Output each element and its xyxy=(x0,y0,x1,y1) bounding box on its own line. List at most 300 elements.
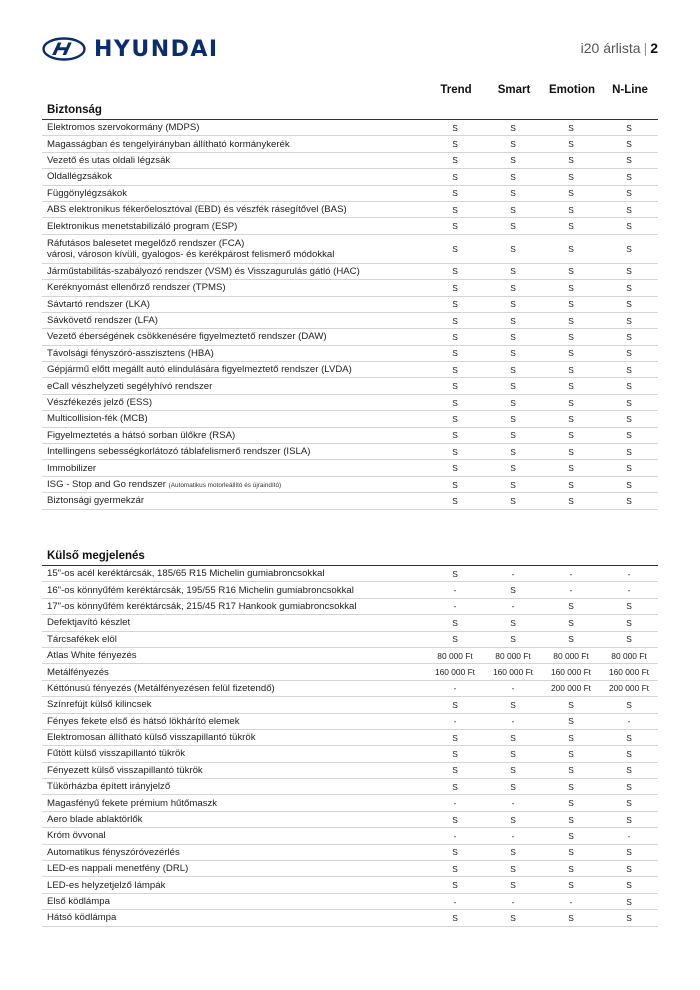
value-cell: S xyxy=(510,331,516,342)
feature-label xyxy=(42,221,426,232)
feature-label xyxy=(42,847,426,858)
value-cell: S xyxy=(626,781,632,792)
value-cell: S xyxy=(568,299,574,310)
value-cell: S xyxy=(510,221,516,232)
value-cell: S xyxy=(626,364,632,375)
feature-name: Elektromos szervokormány (MDPS) xyxy=(47,122,200,134)
feature-label xyxy=(42,479,426,491)
value-cell: S xyxy=(510,315,516,326)
table-row xyxy=(42,861,658,877)
feature-name: Első ködlámpa xyxy=(47,896,110,907)
feature-name: Függönylégzsákok xyxy=(47,187,127,199)
value-cell: S xyxy=(626,331,632,342)
value-cell: S xyxy=(510,847,516,858)
value-cell: S xyxy=(452,266,458,277)
value-cell: S xyxy=(452,732,458,743)
value-cell: S xyxy=(510,139,516,150)
value-cell: S xyxy=(626,495,632,506)
value-cell: S xyxy=(452,139,458,150)
value-cell: S xyxy=(568,617,574,628)
value-cell: S xyxy=(568,495,574,506)
feature-name: Elektromosan állítható külső visszapillantó tükrök xyxy=(47,732,256,744)
value-cell: S xyxy=(510,204,516,215)
value-cell: - xyxy=(511,683,515,694)
feature-label xyxy=(42,765,426,776)
feature-name: Vezető és utas oldali légzsák xyxy=(47,154,171,166)
value-cell: - xyxy=(511,830,515,841)
table-row xyxy=(42,202,658,218)
table-row xyxy=(42,280,658,296)
page-reference: i20 árlista | 2 xyxy=(580,40,658,56)
feature-label xyxy=(42,430,426,441)
exterior-feature-table xyxy=(42,566,658,927)
value-cell: S xyxy=(452,781,458,792)
value-cell: S xyxy=(626,617,632,628)
feature-label xyxy=(42,188,426,199)
value-cell: 160 000 Ft xyxy=(608,667,650,678)
table-row xyxy=(42,153,658,169)
value-cell: S xyxy=(452,171,458,182)
value-cell: - xyxy=(453,830,457,841)
feature-name: ISG - Stop and Go rendszer xyxy=(47,478,166,490)
feature-label xyxy=(42,282,426,293)
feature-label xyxy=(42,238,426,260)
value-cell: S xyxy=(510,699,516,710)
feature-name: Magasságban és tengelyirányban állítható kormánykerék xyxy=(47,138,290,150)
value-cell: S xyxy=(626,188,632,199)
value-cell: S xyxy=(510,748,516,759)
feature-name: Sávkövető rendszer (LFA) xyxy=(47,315,158,327)
value-cell: S xyxy=(510,446,516,457)
feature-name: Kéttónusú fényezés (Metálfényezésen felül fizetendő) xyxy=(47,682,275,694)
feature-label xyxy=(42,139,426,150)
value-cell: S xyxy=(510,495,516,506)
value-cell: S xyxy=(452,748,458,759)
value-cell: S xyxy=(510,122,516,133)
feature-name: eCall vészhelyzeti segélyhívó rendszer xyxy=(47,380,213,392)
value-cell: - xyxy=(627,568,631,579)
value-cell: S xyxy=(568,171,574,182)
value-cell: S xyxy=(626,912,632,923)
value-cell: S xyxy=(626,413,632,424)
value-cell: S xyxy=(626,863,632,874)
feature-label xyxy=(42,266,426,277)
value-cell: S xyxy=(626,266,632,277)
value-cell: S xyxy=(568,331,574,342)
value-cell: S xyxy=(568,732,574,743)
feature-label xyxy=(42,299,426,310)
value-cell: S xyxy=(452,617,458,628)
value-cell: S xyxy=(568,139,574,150)
value-cell: S xyxy=(568,221,574,232)
table-row xyxy=(42,812,658,828)
value-cell: S xyxy=(510,397,516,408)
table-row xyxy=(42,664,658,680)
table-row xyxy=(42,169,658,185)
value-cell: S xyxy=(568,364,574,375)
feature-name: ABS elektronikus fékerőelosztóval (EBD) és vészfék rásegítővel (BAS) xyxy=(47,204,347,216)
value-cell: - xyxy=(453,585,457,596)
feature-name: Defektjavító készlet xyxy=(47,617,131,629)
value-cell: S xyxy=(568,348,574,359)
value-cell: S xyxy=(568,282,574,293)
feature-name: Króm övvonal xyxy=(47,830,106,842)
value-cell: S xyxy=(568,748,574,759)
feature-label xyxy=(42,397,426,408)
column-header-nline: N-Line xyxy=(612,84,648,96)
table-row xyxy=(42,779,658,795)
value-cell: S xyxy=(626,601,632,612)
table-row xyxy=(42,378,658,394)
value-cell: 160 000 Ft xyxy=(550,667,592,678)
table-row xyxy=(42,235,658,264)
feature-label xyxy=(42,732,426,743)
table-row xyxy=(42,297,658,313)
feature-name: Gépjármű előtt megállt autó elindulására figyelmeztető rendszer (LVDA) xyxy=(47,364,352,376)
table-row xyxy=(42,714,658,730)
value-cell: S xyxy=(510,381,516,392)
feature-name: Fényezett külső visszapillantó tükrök xyxy=(47,764,203,776)
value-cell: S xyxy=(626,282,632,293)
feature-label xyxy=(42,634,426,645)
value-cell: S xyxy=(626,171,632,182)
feature-name: Elektronikus menetstabilizáló program (ESP) xyxy=(47,220,238,232)
value-cell: - xyxy=(511,716,515,727)
value-cell: S xyxy=(452,122,458,133)
table-row xyxy=(42,186,658,202)
table-row xyxy=(42,730,658,746)
value-cell: S xyxy=(452,221,458,232)
feature-name: Távolsági fényszóró-asszisztens (HBA) xyxy=(47,347,214,359)
hyundai-logo xyxy=(42,33,219,65)
value-cell: S xyxy=(510,243,516,254)
table-row xyxy=(42,615,658,631)
value-cell: S xyxy=(452,282,458,293)
value-cell: - xyxy=(511,896,515,907)
value-cell: S xyxy=(452,364,458,375)
table-row xyxy=(42,828,658,844)
feature-name: Fényes fekete első és hátsó lökhárító elemek xyxy=(47,715,240,727)
value-cell: S xyxy=(626,155,632,166)
section-title-exterior: Külső megjelenés xyxy=(47,550,145,562)
value-cell: - xyxy=(627,716,631,727)
value-cell: S xyxy=(568,479,574,490)
value-cell: S xyxy=(510,463,516,474)
value-cell: S xyxy=(626,348,632,359)
feature-label xyxy=(42,912,426,923)
table-row xyxy=(42,910,658,926)
table-row xyxy=(42,477,658,493)
value-cell: S xyxy=(452,397,458,408)
value-cell: S xyxy=(452,155,458,166)
feature-label xyxy=(42,585,426,596)
value-cell: S xyxy=(626,446,632,457)
value-cell: S xyxy=(510,479,516,490)
value-cell: S xyxy=(568,814,574,825)
value-cell: S xyxy=(510,781,516,792)
table-row xyxy=(42,746,658,762)
value-cell: S xyxy=(568,430,574,441)
value-cell: S xyxy=(626,315,632,326)
value-cell: S xyxy=(568,397,574,408)
feature-name: Figyelmeztetés a hátsó sorban ülőkre (RSA) xyxy=(47,429,236,441)
feature-name: Színrefújt külső kilincsek xyxy=(47,699,152,711)
safety-feature-table xyxy=(42,120,658,510)
feature-label xyxy=(42,348,426,359)
feature-label xyxy=(42,667,426,678)
value-cell: - xyxy=(453,896,457,907)
value-cell: S xyxy=(626,381,632,392)
value-cell: 80 000 Ft xyxy=(437,650,473,661)
feature-label xyxy=(42,683,426,694)
value-cell: 80 000 Ft xyxy=(495,650,531,661)
table-row xyxy=(42,795,658,811)
value-cell: S xyxy=(452,847,458,858)
table-row xyxy=(42,681,658,697)
feature-label xyxy=(42,814,426,825)
feature-label xyxy=(42,413,426,424)
value-cell: 200 000 Ft xyxy=(608,683,650,694)
feature-name: Ráfutásos balesetet megelőző rendszer (FCA) xyxy=(47,237,245,249)
value-cell: S xyxy=(626,430,632,441)
value-cell: S xyxy=(510,880,516,891)
feature-label xyxy=(42,699,426,710)
value-cell: - xyxy=(453,683,457,694)
value-cell: S xyxy=(452,188,458,199)
feature-name: Multicollision-fék (MCB) xyxy=(47,413,148,425)
value-cell: S xyxy=(452,430,458,441)
table-row xyxy=(42,329,658,345)
value-cell: S xyxy=(510,266,516,277)
table-row xyxy=(42,697,658,713)
value-cell: S xyxy=(568,381,574,392)
value-cell: S xyxy=(568,204,574,215)
column-header-smart: Smart xyxy=(497,84,531,96)
feature-name: 15"-os acél keréktárcsák, 185/65 R15 Michelin gumiabroncsokkal xyxy=(47,568,325,580)
value-cell: S xyxy=(452,331,458,342)
feature-name: Magasfényű fekete prémium hűtőmaszk xyxy=(47,797,218,809)
value-cell: S xyxy=(452,863,458,874)
value-cell: S xyxy=(568,463,574,474)
table-row xyxy=(42,411,658,427)
feature-note: (Automatikus motorleállító és újraindító) xyxy=(168,481,282,489)
table-row xyxy=(42,566,658,582)
value-cell: - xyxy=(569,568,573,579)
hyundai-emblem-icon xyxy=(42,37,86,61)
value-cell: S xyxy=(568,798,574,809)
value-cell: S xyxy=(452,699,458,710)
feature-label xyxy=(42,331,426,342)
table-row xyxy=(42,362,658,378)
feature-label xyxy=(42,716,426,727)
value-cell: S xyxy=(452,634,458,645)
table-row xyxy=(42,582,658,598)
table-row xyxy=(42,218,658,234)
feature-name: Járműstabilitás-szabályozó rendszer (VSM) és Visszagurulás gátló (HAC) xyxy=(47,265,360,277)
brand-wordmark: HYUNDAI xyxy=(94,36,219,62)
table-row xyxy=(42,460,658,476)
feature-name: Vezető éberségének csökkenésére figyelmeztető rendszer (DAW) xyxy=(47,331,327,343)
value-cell: S xyxy=(568,716,574,727)
value-cell: S xyxy=(626,896,632,907)
page-number: 2 xyxy=(650,40,658,56)
value-cell: S xyxy=(510,912,516,923)
value-cell: S xyxy=(568,155,574,166)
value-cell: S xyxy=(510,188,516,199)
value-cell: S xyxy=(510,814,516,825)
feature-label xyxy=(42,880,426,891)
value-cell: 80 000 Ft xyxy=(553,650,589,661)
feature-name: Biztonsági gyermekzár xyxy=(47,495,145,507)
table-row xyxy=(42,632,658,648)
feature-name: Fűtött külső visszapillantó tükrök xyxy=(47,748,186,760)
value-cell: S xyxy=(510,634,516,645)
feature-label xyxy=(42,601,426,612)
value-cell: - xyxy=(453,798,457,809)
value-cell: S xyxy=(568,847,574,858)
feature-label xyxy=(42,781,426,792)
value-cell: S xyxy=(626,880,632,891)
table-row xyxy=(42,763,658,779)
value-cell: S xyxy=(452,299,458,310)
value-cell: S xyxy=(452,495,458,506)
value-cell: S xyxy=(568,634,574,645)
table-row xyxy=(42,395,658,411)
feature-name: Intellingens sebességkorlátozó táblafelismerő rendszer (ISLA) xyxy=(47,446,311,458)
value-cell: - xyxy=(627,585,631,596)
value-cell: S xyxy=(568,413,574,424)
value-cell: S xyxy=(510,617,516,628)
feature-label xyxy=(42,446,426,457)
value-cell: S xyxy=(626,204,632,215)
feature-label xyxy=(42,650,426,661)
table-row xyxy=(42,493,658,509)
feature-subtitle: városi, városon kívüli, gyalogos- és kerékpárost felismerő módokkal xyxy=(47,248,335,260)
feature-name: LED-es helyzetjelző lámpák xyxy=(47,879,166,891)
feature-label xyxy=(42,830,426,841)
value-cell: S xyxy=(626,463,632,474)
value-cell: S xyxy=(452,814,458,825)
feature-label xyxy=(42,617,426,628)
value-cell: S xyxy=(626,397,632,408)
table-row xyxy=(42,313,658,329)
value-cell: S xyxy=(452,243,458,254)
page-header xyxy=(0,0,700,80)
value-cell: S xyxy=(626,299,632,310)
feature-name: Oldallégzsákok xyxy=(47,171,113,183)
value-cell: S xyxy=(452,315,458,326)
feature-label xyxy=(42,798,426,809)
value-cell: S xyxy=(568,880,574,891)
value-cell: - xyxy=(453,601,457,612)
value-cell: S xyxy=(452,446,458,457)
feature-label xyxy=(42,155,426,166)
value-cell: S xyxy=(568,315,574,326)
value-cell: S xyxy=(452,568,458,579)
feature-name: 17"-os könnyűfém keréktárcsák, 215/45 R17 Hankook gumiabroncsokkal xyxy=(47,600,357,612)
feature-name: Tükörházba épített irányjelző xyxy=(47,781,171,793)
value-cell: S xyxy=(568,446,574,457)
table-row xyxy=(42,845,658,861)
feature-name: Hátsó ködlámpa xyxy=(47,912,117,924)
feature-label xyxy=(42,122,426,133)
table-row xyxy=(42,346,658,362)
value-cell: S xyxy=(626,699,632,710)
value-cell: S xyxy=(510,299,516,310)
value-cell: S xyxy=(568,863,574,874)
feature-label xyxy=(42,863,426,874)
value-cell: S xyxy=(626,479,632,490)
table-row xyxy=(42,120,658,136)
value-cell: S xyxy=(510,732,516,743)
value-cell: S xyxy=(568,601,574,612)
value-cell: S xyxy=(510,155,516,166)
value-cell: S xyxy=(626,847,632,858)
column-header-trend: Trend xyxy=(440,84,472,96)
value-cell: - xyxy=(569,585,573,596)
column-header-emotion: Emotion xyxy=(549,84,595,96)
table-row xyxy=(42,428,658,444)
value-cell: S xyxy=(568,699,574,710)
feature-name: Keréknyomást ellenőrző rendszer (TPMS) xyxy=(47,282,226,294)
value-cell: S xyxy=(568,122,574,133)
value-cell: S xyxy=(568,765,574,776)
feature-label xyxy=(42,204,426,215)
table-row xyxy=(42,444,658,460)
feature-label xyxy=(42,748,426,759)
feature-name: Metálfényezés xyxy=(47,666,109,678)
value-cell: S xyxy=(626,814,632,825)
feature-label xyxy=(42,896,426,907)
feature-label xyxy=(42,381,426,392)
feature-name: Automatikus fényszóróvezérlés xyxy=(47,846,180,858)
value-cell: S xyxy=(626,139,632,150)
feature-name: 16"-os könnyűfém keréktárcsák, 195/55 R16 Michelin gumiabroncsokkal xyxy=(47,584,354,596)
table-row xyxy=(42,136,658,152)
section-title-safety: Biztonság xyxy=(47,104,102,116)
feature-name: Immobilizer xyxy=(47,462,97,474)
value-cell: S xyxy=(452,479,458,490)
value-cell: 200 000 Ft xyxy=(550,683,592,694)
feature-name: Atlas White fényezés xyxy=(47,650,137,662)
value-cell: S xyxy=(568,266,574,277)
feature-label xyxy=(42,568,426,579)
feature-label xyxy=(42,315,426,326)
value-cell: S xyxy=(452,413,458,424)
feature-name: Sávtartó rendszer (LKA) xyxy=(47,298,150,310)
value-cell: S xyxy=(452,912,458,923)
table-row xyxy=(42,264,658,280)
feature-name: Aero blade ablaktörlők xyxy=(47,814,143,826)
value-cell: S xyxy=(626,748,632,759)
value-cell: 160 000 Ft xyxy=(492,667,534,678)
feature-label xyxy=(42,171,426,182)
value-cell: S xyxy=(626,243,632,254)
value-cell: S xyxy=(452,463,458,474)
value-cell: S xyxy=(510,413,516,424)
value-cell: S xyxy=(626,732,632,743)
value-cell: - xyxy=(511,568,515,579)
value-cell: S xyxy=(568,912,574,923)
value-cell: S xyxy=(510,348,516,359)
value-cell: - xyxy=(453,716,457,727)
value-cell: S xyxy=(568,188,574,199)
value-cell: S xyxy=(568,830,574,841)
value-cell: S xyxy=(510,585,516,596)
feature-name: Tárcsafékek elöl xyxy=(47,633,117,645)
value-cell: S xyxy=(452,765,458,776)
value-cell: S xyxy=(626,122,632,133)
